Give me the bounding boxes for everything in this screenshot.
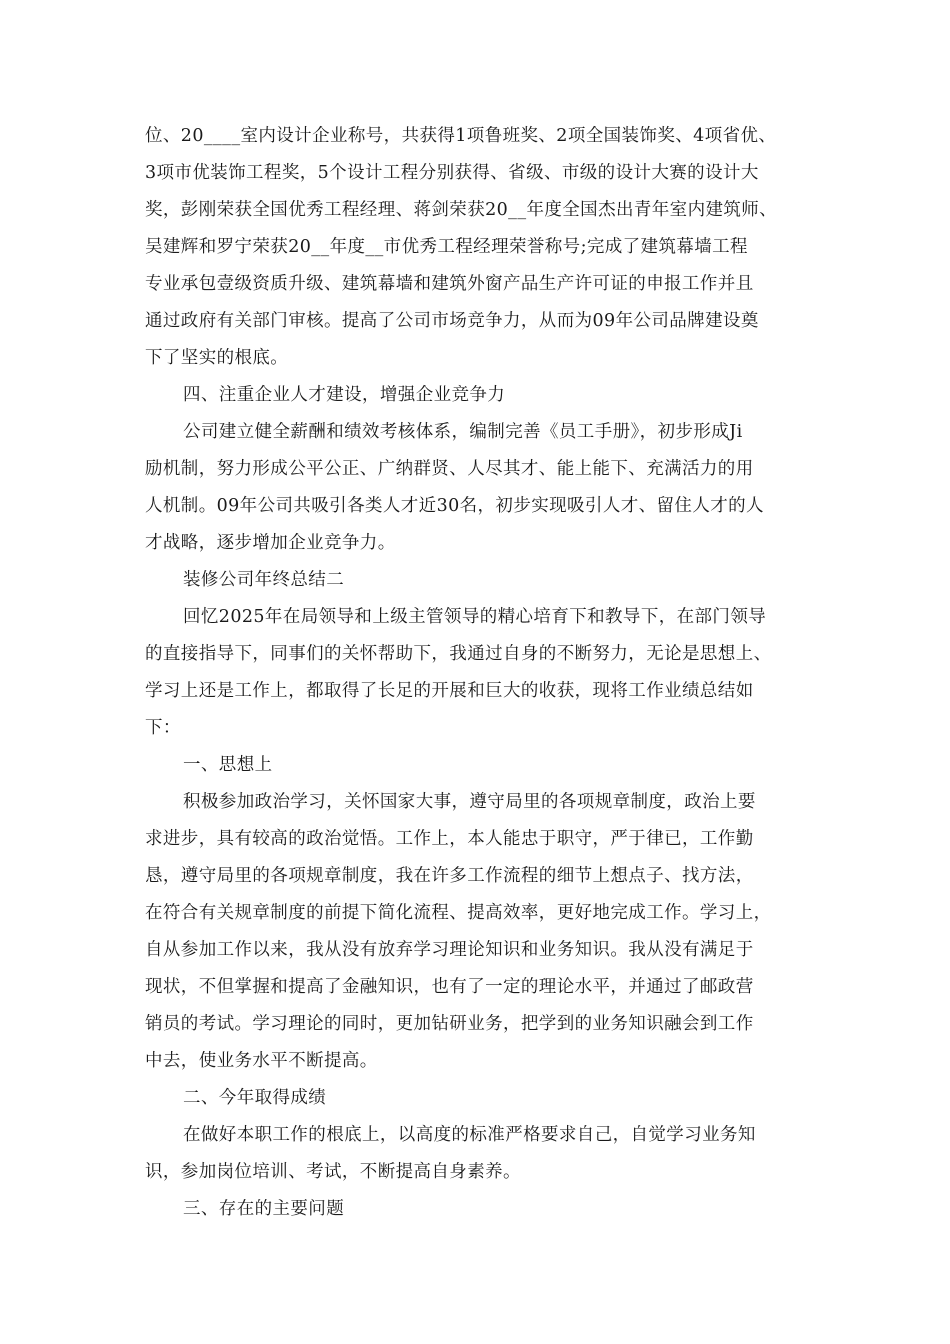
section-heading: 四、注重企业人才建设，增强企业竞争力	[183, 385, 506, 405]
section-heading: 三、存在的主要问题	[183, 1199, 345, 1219]
text-line: 才战略，逐步增加企业竞争力。	[145, 533, 396, 553]
section-heading: 一、思想上	[183, 755, 273, 775]
text-line: 回忆2025年在局领导和上级主管领导的精心培育下和教导下，在部门领导	[183, 607, 767, 627]
text-line: 3项市优装饰工程奖，5个设计工程分别获得、省级、市级的设计大赛的设计大	[145, 163, 759, 183]
text-line: 下：	[145, 718, 181, 738]
text-line: 在做好本职工作的根底上，以高度的标准严格要求自己，自觉学习业务知	[183, 1125, 756, 1145]
text-line: 专业承包壹级资质升级、建筑幕墙和建筑外窗产品生产许可证的申报工作并且	[145, 274, 754, 294]
text-line: 位、20____室内设计企业称号，共获得1项鲁班奖、2项全国装饰奖、4项省优、	[145, 126, 777, 146]
text-line: 通过政府有关部门审核。提高了公司市场竞争力，从而为09年公司品牌建设奠	[145, 311, 759, 331]
text-line: 中去，使业务水平不断提高。	[145, 1051, 378, 1071]
text-line: 励机制，努力形成公平公正、广纳群贤、人尽其才、能上能下、充满活力的用	[145, 459, 754, 479]
text-line: 求进步，具有较高的政治觉悟。工作上，本人能忠于职守，严于律已，工作勤	[145, 829, 754, 849]
text-line: 吴建辉和罗宁荣获20__年度__市优秀工程经理荣誉称号;完成了建筑幕墙工程	[145, 237, 748, 257]
text-line: 自从参加工作以来，我从没有放弃学习理论知识和业务知识。我从没有满足于	[145, 940, 754, 960]
text-line: 人机制。09年公司共吸引各类人才近30名，初步实现吸引人才、留住人才的人	[145, 496, 764, 516]
text-line: 下了坚实的根底。	[145, 348, 289, 368]
text-line: 积极参加政治学习，关怀国家大事，遵守局里的各项规章制度，政治上要	[183, 792, 756, 812]
section-heading: 二、今年取得成绩	[183, 1088, 327, 1108]
text-line: 学习上还是工作上，都取得了长足的开展和巨大的收获，现将工作业绩总结如	[145, 681, 754, 701]
document-body	[145, 118, 810, 1228]
text-line: 现状，不但掌握和提高了金融知识，也有了一定的理论水平，并通过了邮政营	[145, 977, 754, 997]
text-line: 公司建立健全薪酬和绩效考核体系，编制完善《员工手册》，初步形成Ji	[183, 422, 743, 442]
text-line: 奖，彭刚荣获全国优秀工程经理、蒋剑荣获20__年度全国杰出青年室内建筑师、	[145, 200, 778, 220]
text-line: 的直接指导下，同事们的关怀帮助下，我通过自身的不断努力，无论是思想上、	[145, 644, 772, 664]
text-line: 识，参加岗位培训、考试，不断提高自身素养。	[145, 1162, 521, 1182]
text-line: 在符合有关规章制度的前提下简化流程、提高效率，更好地完成工作。学习上，	[145, 903, 772, 923]
section-title: 装修公司年终总结二	[183, 570, 345, 590]
text-line: 销员的考试。学习理论的同时，更加钻研业务，把学到的业务知识融会到工作	[145, 1014, 754, 1034]
text-line: 恳，遵守局里的各项规章制度，我在许多工作流程的细节上想点子、找方法，	[145, 866, 754, 886]
